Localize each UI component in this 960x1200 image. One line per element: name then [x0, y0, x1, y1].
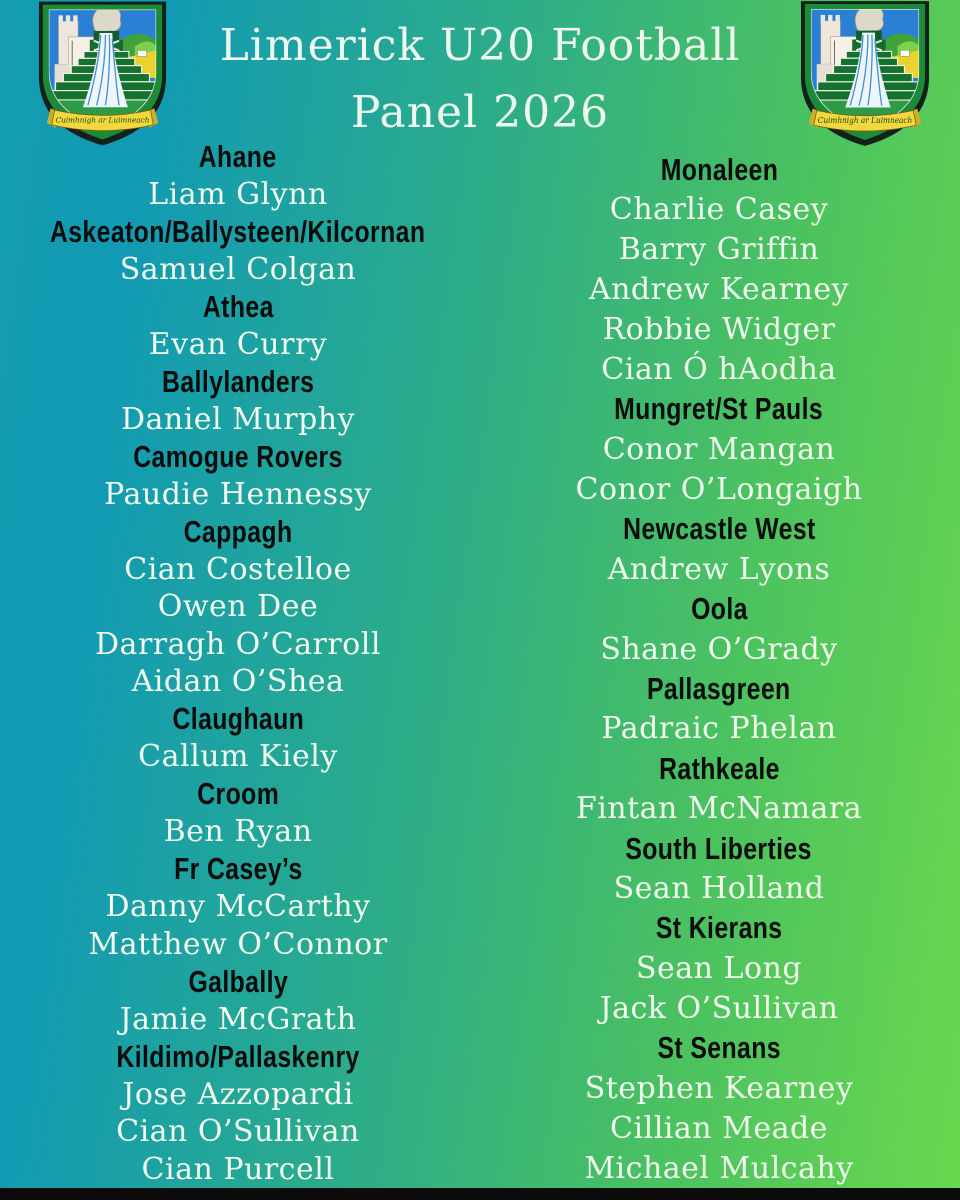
player-name: Fintan McNamara — [575, 791, 863, 827]
player-name: Callum Kiely — [138, 739, 338, 775]
player-name: Shane O’Grady — [600, 631, 838, 667]
club-name: Cappagh — [183, 513, 293, 549]
panel-column-right — [480, 150, 958, 1188]
club-name: Pallasgreen — [647, 670, 791, 706]
club-name: Ballylanders — [161, 363, 315, 399]
club-name: Askeaton/Ballysteen/Kilcornan — [50, 213, 426, 249]
player-name: Ben Ryan — [163, 814, 313, 850]
player-name: Samuel Colgan — [119, 251, 357, 287]
club-name: South Liberties — [625, 830, 813, 866]
player-name: Sean Long — [635, 950, 803, 986]
player-name: Andrew Lyons — [607, 551, 831, 587]
player-name: Aidan O’Shea — [131, 664, 345, 700]
club-name: Galbally — [188, 963, 288, 999]
player-name: Owen Dee — [157, 589, 319, 625]
player-name: Barry Griffin — [618, 232, 820, 268]
club-name: Camogue Rovers — [133, 438, 343, 474]
club-name: Mungret/St Pauls — [614, 391, 824, 427]
club-name: Croom — [197, 776, 279, 812]
player-name: Evan Curry — [148, 326, 328, 362]
club-name: Oola — [690, 591, 748, 627]
player-name: Cian Ó hAodha — [601, 352, 837, 388]
club-name: Rathkeale — [658, 750, 780, 786]
club-name: Kildimo/Pallaskenry — [116, 1038, 360, 1074]
player-name: Paudie Hennessy — [104, 476, 372, 512]
player-name: Conor Mangan — [602, 431, 836, 467]
club-name: Newcastle West — [622, 511, 816, 547]
player-name: Darragh O’Carroll — [95, 626, 381, 662]
player-name: Cian O’Sullivan — [116, 1114, 360, 1150]
player-name: Robbie Widger — [602, 312, 836, 348]
player-name: Matthew O’Connor — [88, 926, 388, 962]
player-name: Liam Glynn — [148, 176, 328, 212]
player-name: Cian Costelloe — [124, 551, 352, 587]
player-name: Daniel Murphy — [120, 401, 356, 437]
player-name: Danny McCarthy — [105, 889, 371, 925]
club-name: St Senans — [657, 1030, 781, 1066]
player-name: Cian Purcell — [141, 1151, 335, 1187]
club-name: Monaleen — [660, 151, 778, 187]
player-name: Sean Holland — [613, 871, 825, 907]
title-line-1: Limerick U20 Football — [219, 20, 741, 71]
player-name: Padraic Phelan — [601, 711, 837, 747]
club-name: Fr Casey’s — [173, 851, 303, 887]
club-name: Claughaun — [172, 701, 304, 737]
player-name: Conor O’Longaigh — [575, 471, 863, 507]
player-name: Andrew Kearney — [588, 272, 850, 308]
player-name: Charlie Casey — [609, 192, 829, 228]
title-line-2: Panel 2026 — [350, 87, 610, 138]
page-title — [0, 12, 960, 146]
club-name: Athea — [202, 288, 274, 324]
player-name: Cillian Meade — [610, 1110, 828, 1146]
player-name: Jamie McGrath — [119, 1001, 357, 1037]
club-name: St Kierans — [655, 910, 783, 946]
player-name: Jack O’Sullivan — [599, 990, 839, 1026]
panel-column-left — [0, 138, 476, 1188]
player-name: Michael Mulcahy — [584, 1150, 854, 1186]
player-name: Stephen Kearney — [584, 1070, 854, 1106]
player-name: Jose Azzopardi — [122, 1076, 354, 1112]
club-name: Ahane — [199, 138, 277, 174]
bottom-black-bar — [0, 1188, 960, 1200]
